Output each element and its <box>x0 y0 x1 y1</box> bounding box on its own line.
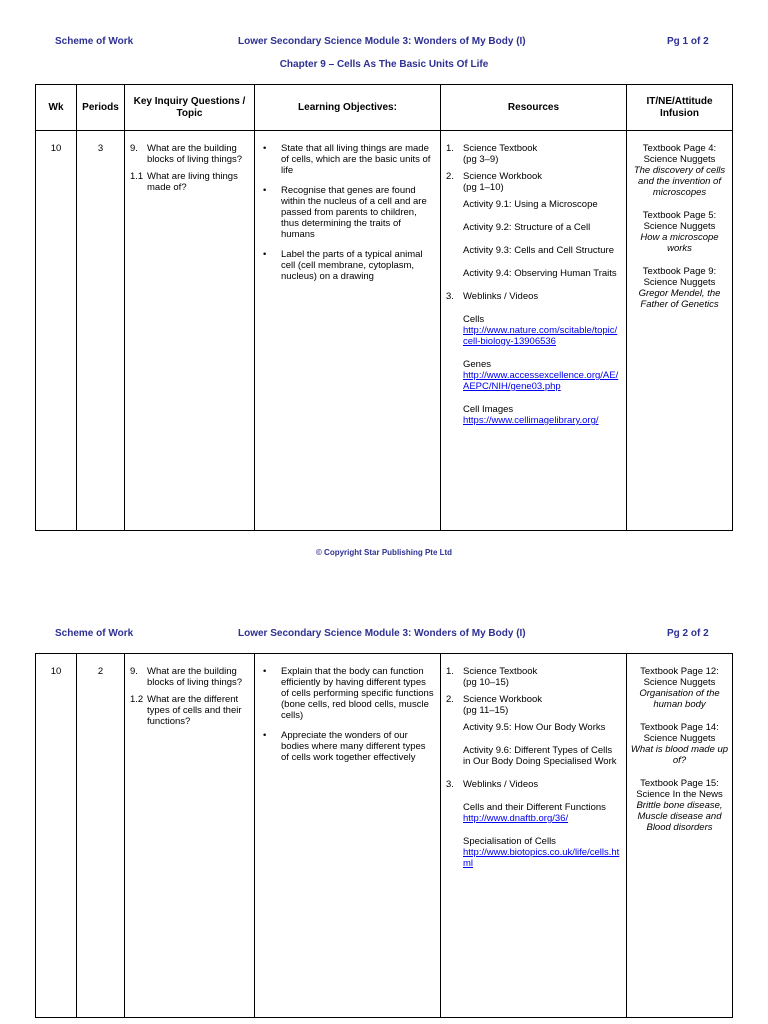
weblink-label: Cell Images <box>463 404 514 415</box>
header-center: Lower Secondary Science Module 3: Wonders of My Body (I) <box>238 628 526 639</box>
weblink-block <box>446 836 620 869</box>
weblink-label: Specialisation of Cells <box>463 836 556 847</box>
objective-item: • Appreciate the wonders of our bodies where many different types of cells work together effectively <box>263 730 426 763</box>
resource-item: 2. Science Workbook (pg 11–15) <box>446 694 543 716</box>
activity-item: Activity 9.6: Different Types of Cells in Our Body Doing Specialised Work <box>463 745 617 767</box>
col-header-wk: Wk <box>36 85 77 131</box>
resources-cell <box>441 654 627 1018</box>
infusion-item: Textbook Page 5: Science Nuggets How a microscope works <box>640 210 719 254</box>
infusion-item: Textbook Page 15: Science In the News Brittle bone disease, Muscle disease and Blood disorders <box>636 778 723 833</box>
chapter-title: Chapter 9 – Cells As The Basic Units Of Life <box>279 59 489 70</box>
weblink-block <box>446 359 620 392</box>
infusion-item: Textbook Page 4: Science Nuggets The discovery of cells and the invention of microscopes <box>633 143 726 198</box>
copyright-text: © Copyright Star Publishing Pte Ltd <box>315 548 453 557</box>
activity-item: Activity 9.5: How Our Body Works <box>463 722 606 733</box>
infusion-item: Textbook Page 9: Science Nuggets Gregor Mendel, the Father of Genetics <box>638 266 721 310</box>
objective-item: • Recognise that genes are found within the nucleus of a cell and are passed from parents to children, thus determining the traits of humans <box>263 185 427 240</box>
week-cell: 10 <box>36 131 77 531</box>
header-left: Scheme of Work <box>55 36 134 47</box>
activity-item: Activity 9.3: Cells and Cell Structure <box>463 245 615 256</box>
weblink-block <box>446 314 620 347</box>
infusion-item: Textbook Page 12: Science Nuggets Organisation of the human body <box>639 666 720 710</box>
resource-item: 3. Weblinks / Videos <box>446 779 539 790</box>
col-header-questions: Key Inquiry Questions / Topic <box>125 85 255 131</box>
page2-table <box>35 653 733 1018</box>
activity-item: Activity 9.2: Structure of a Cell <box>463 222 591 233</box>
objectives-cell <box>255 131 441 531</box>
periods-cell: 2 <box>77 654 125 1018</box>
periods-cell: 3 <box>77 131 125 531</box>
table-row <box>36 654 733 1018</box>
objectives-cell <box>255 654 441 1018</box>
question-item: 9. What are the building blocks of living things? <box>130 666 243 688</box>
header-left: Scheme of Work <box>55 628 134 639</box>
objective-item: • Explain that the body can function efficiently by having different types of cells performing specific functions (bone cells, red blood cells, muscle cells) <box>263 666 434 721</box>
col-header-resources: Resources <box>441 85 627 131</box>
header-right: Pg 2 of 2 <box>667 628 709 639</box>
resource-item: 1. Science Textbook (pg 10–15) <box>446 666 538 688</box>
weblink-label: Genes <box>463 359 491 370</box>
table-row <box>36 131 733 531</box>
infusion-cell <box>627 131 733 531</box>
resource-item: 2. Science Workbook (pg 1–10) <box>446 171 543 193</box>
header-center: Lower Secondary Science Module 3: Wonders of My Body (I) <box>238 36 526 47</box>
activity-item: Activity 9.4: Observing Human Traits <box>463 268 617 279</box>
resources-cell <box>441 131 627 531</box>
header-right: Pg 1 of 2 <box>667 36 709 47</box>
infusion-item: Textbook Page 14: Science Nuggets What is blood made up of? <box>630 722 729 766</box>
question-item: 1.2 What are the different types of cells and their functions? <box>130 694 242 727</box>
weblink-block <box>446 404 620 426</box>
activity-item: Activity 9.1: Using a Microscope <box>463 199 598 210</box>
weblink-genes[interactable]: http://www.accessexcellence.org/AE/AEPC/NIH/gene03.php <box>463 370 619 392</box>
col-header-objectives: Learning Objectives: <box>255 85 441 131</box>
weblink-cells[interactable]: http://www.nature.com/scitable/topic/cell-biology-13906536 <box>463 325 618 347</box>
weblink-block <box>446 802 620 824</box>
col-header-periods: Periods <box>77 85 125 131</box>
question-item: 9. What are the building blocks of living things? <box>130 143 243 165</box>
weblink-label: Cells and their Different Functions <box>463 802 606 813</box>
questions-cell <box>125 131 255 531</box>
question-item: 1.1 What are living things made of? <box>130 171 238 193</box>
objective-item: • State that all living things are made of cells, which are the basic units of life <box>263 143 431 176</box>
questions-cell <box>125 654 255 1018</box>
weblink-cell-images[interactable]: https://www.cellimagelibrary.org/ <box>463 415 599 426</box>
weblink-label: Cells <box>463 314 485 325</box>
table-header-row <box>36 85 733 131</box>
weblink-cell-functions[interactable]: http://www.dnaftb.org/36/ <box>463 813 569 824</box>
page1-table <box>35 84 733 531</box>
resource-item: 1. Science Textbook (pg 3–9) <box>446 143 538 165</box>
objective-item: • Label the parts of a typical animal cell (cell membrane, cytoplasm, nucleus) on a drawing <box>263 249 423 282</box>
weblink-specialisation[interactable]: http://www.biotopics.co.uk/life/cells.html <box>463 847 620 869</box>
col-header-infusion: IT/NE/Attitude Infusion <box>627 85 733 131</box>
week-cell: 10 <box>36 654 77 1018</box>
infusion-cell <box>627 654 733 1018</box>
resource-item: 3. Weblinks / Videos <box>446 291 539 302</box>
